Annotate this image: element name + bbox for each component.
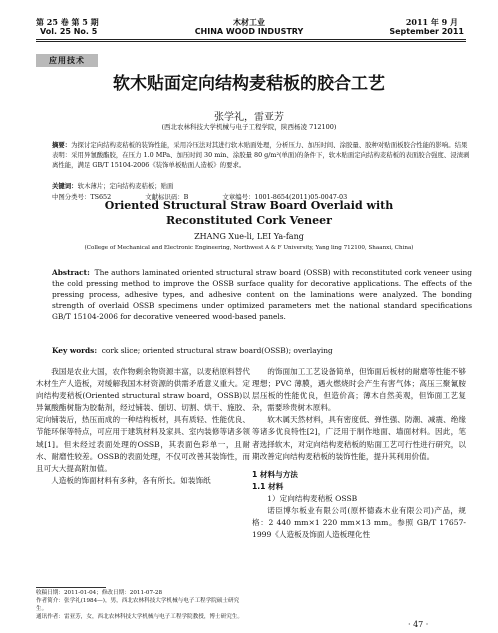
keywords-cn: [52, 181, 470, 191]
header-journal-cn: 木材工业: [233, 17, 265, 27]
header-volume-cn: 第 25 卷 第 5 期: [36, 17, 99, 27]
abstract-cn-text: 为探讨定向结构麦秸板的装饰性能，采用冷压法对其进行软木贴面处理，分析压力、加压时间、涂胶量、胶种对贴面板胶合性能的影响。结果表明：采用异氰酸酯胶，在压力 1.0 MPa、加压时间 30 min、涂胶量 80 g/m²(单面)的条件下，软木贴面定向结构麦秸板的表面胶合强度、浸渍剥离性能，满足 GB/T 15104-2006《装饰单板贴面人造板》的要求。: [52, 141, 470, 169]
abstract-cn: [52, 140, 470, 170]
item-text: 诺⾂博尔板业有限公司(原杯德森木业有限公司)产品，规格：2 440 mm×1 220 mm×13 mm。参照 GB/T 17657-1999《人造板及饰面人造板理化性: [252, 506, 466, 540]
footnote-received: 收稿日期：2011-01-04；修改日期：2011-07-28: [36, 590, 163, 596]
body-right-column: [252, 366, 466, 541]
body-paragraph: 软木属天然材料，具有密度低、弹性强、防潮、减震、绝缘等诸多优良特性[2]，广泛用于制作地面、墙面材料。因此，笔者选择软木，对定向结构麦秸板的贴面工艺可行性进行研究，以期改善定向结构麦秸板的装饰性能，提升其利用价值。: [252, 415, 466, 461]
clc-code: 中图分类号：TS652: [52, 193, 112, 201]
footnote-corresponding: 通讯作者：雷亚芳，女，西北农林科技大学机械与电子工程学院教授，博士研究生。: [36, 614, 243, 620]
keywords-cn-label: 关键词：: [52, 182, 78, 190]
title-en-line-1: Oriented Structural Straw Board Overlaid with: [104, 199, 394, 212]
title-cn: 软木贴面定向结构麦秸板的胶合工艺: [113, 74, 385, 94]
body-left-column: [36, 366, 250, 487]
abstract-en: [52, 267, 472, 322]
header-rule: [36, 39, 466, 40]
affiliation-cn: (西北农林科技大学机械与电子工程学院，陕西杨凌 712100): [161, 123, 337, 131]
section-heading: 1 材料与方法: [252, 469, 298, 479]
header-volume-en: Vol. 25 No. 5: [40, 27, 98, 36]
body-paragraph: 的饰面加工工艺设备简单，但饰面后板材的耐磨等性能不够理想；PVC 薄膜，遇火燃烧时会产生有害气体；高压三聚氰胺层压板的性能优良，但造价高；薄木自然美观，但饰面工艺复杂，需要珍贵树木原料。: [252, 367, 466, 413]
abstract-en-text: The authors laminated oriented structural straw board (OSSB) with reconstituted cork veneer using the cold pressing method to improve the OSSB surface quality for decorative applications. The effects of the pressing process, adhesive types, and adhesive content on the laminations were analyzed. The bonding strength of overlaid OSSB specimens under optimized parameters met the national standard specifications GB/T 15104-2006 for decorative veneered wood-based panels.: [52, 268, 472, 321]
keywords-en: [52, 345, 472, 356]
keywords-en-text: cork slice; oriented structural straw board(OSSB); overlaying: [101, 346, 333, 355]
header-date-cn: 2011 年 9 月: [405, 17, 458, 27]
article-no: 文章编号：1001-8654(2011)05-0047-03: [222, 193, 348, 201]
title-en-line-2: Reconstituted Cork Veneer: [166, 214, 332, 227]
affiliation-en: (College of Mechanical and Electronic Engineering, Northwest A & F University, Yang ling 712100, Shaanxi, China): [84, 245, 414, 251]
abstract-cn-label: 摘要：: [52, 141, 72, 149]
authors-cn: 张学礼，雷亚芳: [214, 112, 284, 123]
authors-en: ZHANG Xue-li, LEI Ya-fang: [194, 232, 304, 241]
header-date-en: September 2011: [389, 27, 464, 36]
item-heading: 1）定向结构麦秸板 OSSB: [267, 493, 358, 503]
section-tag: 应用技术: [36, 54, 98, 67]
header-journal-en: CHINA WOOD INDUSTRY: [194, 27, 304, 36]
doc-code: 文献标识码：B: [145, 193, 189, 201]
keywords-en-label: Key words:: [52, 346, 98, 355]
subsection-heading: 1.1 材料: [252, 481, 284, 491]
body-paragraph: 我国是农业大国，农作物剩余物资源丰富，以麦秸原料替代木材生产人造板，对缓解我国木材资源的供需矛盾意义重大。定向结构麦秸板(Oriented structural straw board，OSSB)以异氰酸酯树脂为胶黏剂，经过铺装、刨切、切割、烘干、施胶、定向铺装后，热压而成的一种结构板材，具有质轻、性能优良、节能环保等特点，可应用于建筑材料及家具、室内装修等诸多领域[1]。但未经过表面处理的OSSB，其表面色彩单一，且耐水、耐磨性较差。OSSB的表面处理，不仅可改善其装饰性，而且可大大提高附加值。: [36, 367, 250, 473]
page-number: · 47 ·: [408, 620, 429, 629]
footnotes: [36, 589, 250, 621]
abstract-en-label: Abstract:: [52, 268, 90, 277]
header-rule-thin: [36, 41, 466, 42]
body-paragraph: 人造板的饰面材料有多种，各有所长。如装饰纸: [51, 475, 211, 485]
footnote-author: 作者简介：张学礼(1984—)，男，西北农林科技大学机械与电子工程学院硕士研究生。: [36, 598, 240, 612]
footnote-rule: [36, 587, 106, 588]
keywords-cn-text: 软木薄片；定向结构麦秸板；贴面: [77, 182, 174, 190]
